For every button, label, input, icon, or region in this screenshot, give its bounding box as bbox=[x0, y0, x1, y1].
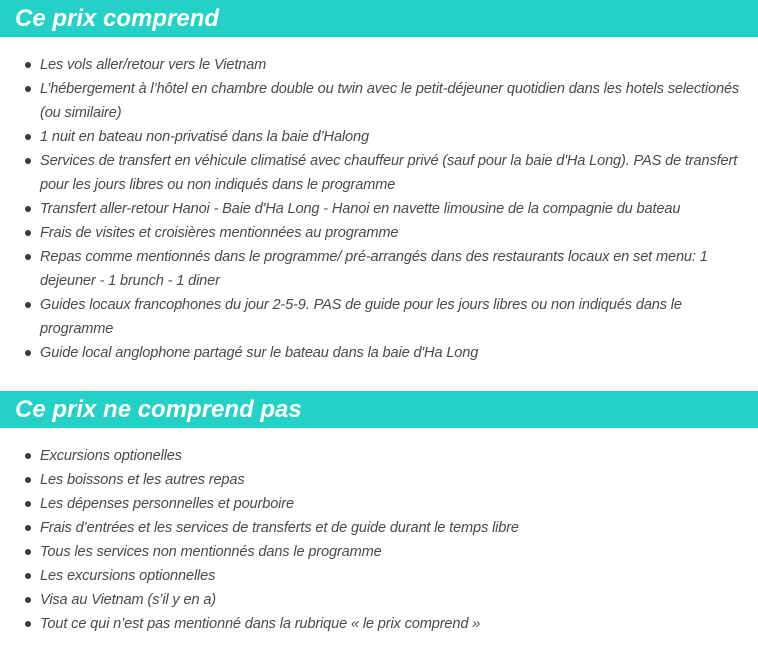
included-list-item bbox=[0, 245, 758, 293]
excluded-list-item bbox=[0, 468, 758, 492]
excluded-item-text: Les boissons et les autres repas bbox=[40, 472, 245, 488]
excluded-list-item bbox=[0, 516, 758, 540]
bullet-icon bbox=[25, 134, 31, 140]
bullet-icon bbox=[25, 477, 31, 483]
bullet-icon bbox=[25, 86, 31, 92]
excluded-item-text: Les excursions optionnelles bbox=[40, 568, 216, 584]
bullet-icon bbox=[25, 302, 31, 308]
included-item-text: Guides locaux francophones du jour 2-5-9. PAS de guide pour les jours libres ou non indiqués dans le programme bbox=[40, 297, 682, 337]
bullet-icon bbox=[25, 230, 31, 236]
included-list-item bbox=[0, 293, 758, 341]
included-item-text: Guide local anglophone partagé sur le bateau dans la baie d'Ha Long bbox=[40, 345, 479, 361]
excluded-list bbox=[0, 444, 758, 636]
excluded-list-item bbox=[0, 492, 758, 516]
included-section-title: Ce prix comprend bbox=[0, 0, 758, 37]
bullet-icon bbox=[25, 621, 31, 627]
bullet-icon bbox=[25, 597, 31, 603]
excluded-list-item bbox=[0, 588, 758, 612]
included-list-item bbox=[0, 53, 758, 77]
included-item-text: Repas comme mentionnés dans le programme/ pré-arrangés dans des restaurants locaux en set menu: 1 dejeuner - 1 brunch - 1 diner bbox=[40, 249, 708, 289]
included-list bbox=[0, 53, 758, 365]
included-item-text: 1 nuit en bateau non-privatisé dans la baie d’Halong bbox=[40, 129, 369, 145]
excluded-item-text: Les dépenses personnelles et pourboire bbox=[40, 496, 294, 512]
bullet-icon bbox=[25, 158, 31, 164]
included-item-text: Transfert aller-retour Hanoi - Baie d'Ha Long - Hanoi en navette limousine de la compagnie du bateau bbox=[40, 201, 681, 217]
bullet-icon bbox=[25, 453, 31, 459]
included-list-item bbox=[0, 125, 758, 149]
included-list-item bbox=[0, 149, 758, 197]
included-list-item bbox=[0, 197, 758, 221]
excluded-item-text: Tous les services non mentionnés dans le programme bbox=[40, 544, 382, 560]
bullet-icon bbox=[25, 525, 31, 531]
excluded-item-text: Frais d’entrées et les services de transferts et de guide durant le temps libre bbox=[40, 520, 519, 536]
bullet-icon bbox=[25, 573, 31, 579]
included-item-text: Services de transfert en véhicule climatisé avec chauffeur privé (sauf pour la baie d'Ha Long). PAS de transfert pour les jours libres ou non indiqués dans le programme bbox=[40, 153, 738, 193]
excluded-item-text: Visa au Vietnam (s’il y en a) bbox=[40, 592, 216, 608]
included-list-item bbox=[0, 77, 758, 125]
bullet-icon bbox=[25, 206, 31, 212]
bullet-icon bbox=[25, 254, 31, 260]
included-item-text: Les vols aller/retour vers le Vietnam bbox=[40, 57, 267, 73]
included-item-text: Frais de visites et croisières mentionnées au programme bbox=[40, 225, 399, 241]
excluded-item-text: Excursions optionelles bbox=[40, 448, 182, 464]
bullet-icon bbox=[25, 350, 31, 356]
included-list-item bbox=[0, 341, 758, 365]
excluded-item-text: Tout ce qui n’est pas mentionné dans la rubrique « le prix comprend » bbox=[40, 616, 481, 632]
excluded-list-item bbox=[0, 564, 758, 588]
included-item-text: L’hébergement à l’hôtel en chambre double ou twin avec le petit-déjeuner quotidien dans les hotels selectionés (ou similaire) bbox=[40, 81, 740, 121]
bullet-icon bbox=[25, 62, 31, 68]
excluded-list-item bbox=[0, 612, 758, 636]
excluded-list-item bbox=[0, 444, 758, 468]
included-list-item bbox=[0, 221, 758, 245]
excluded-list-item bbox=[0, 540, 758, 564]
bullet-icon bbox=[25, 501, 31, 507]
bullet-icon bbox=[25, 549, 31, 555]
excluded-section-title: Ce prix ne comprend pas bbox=[0, 391, 758, 428]
